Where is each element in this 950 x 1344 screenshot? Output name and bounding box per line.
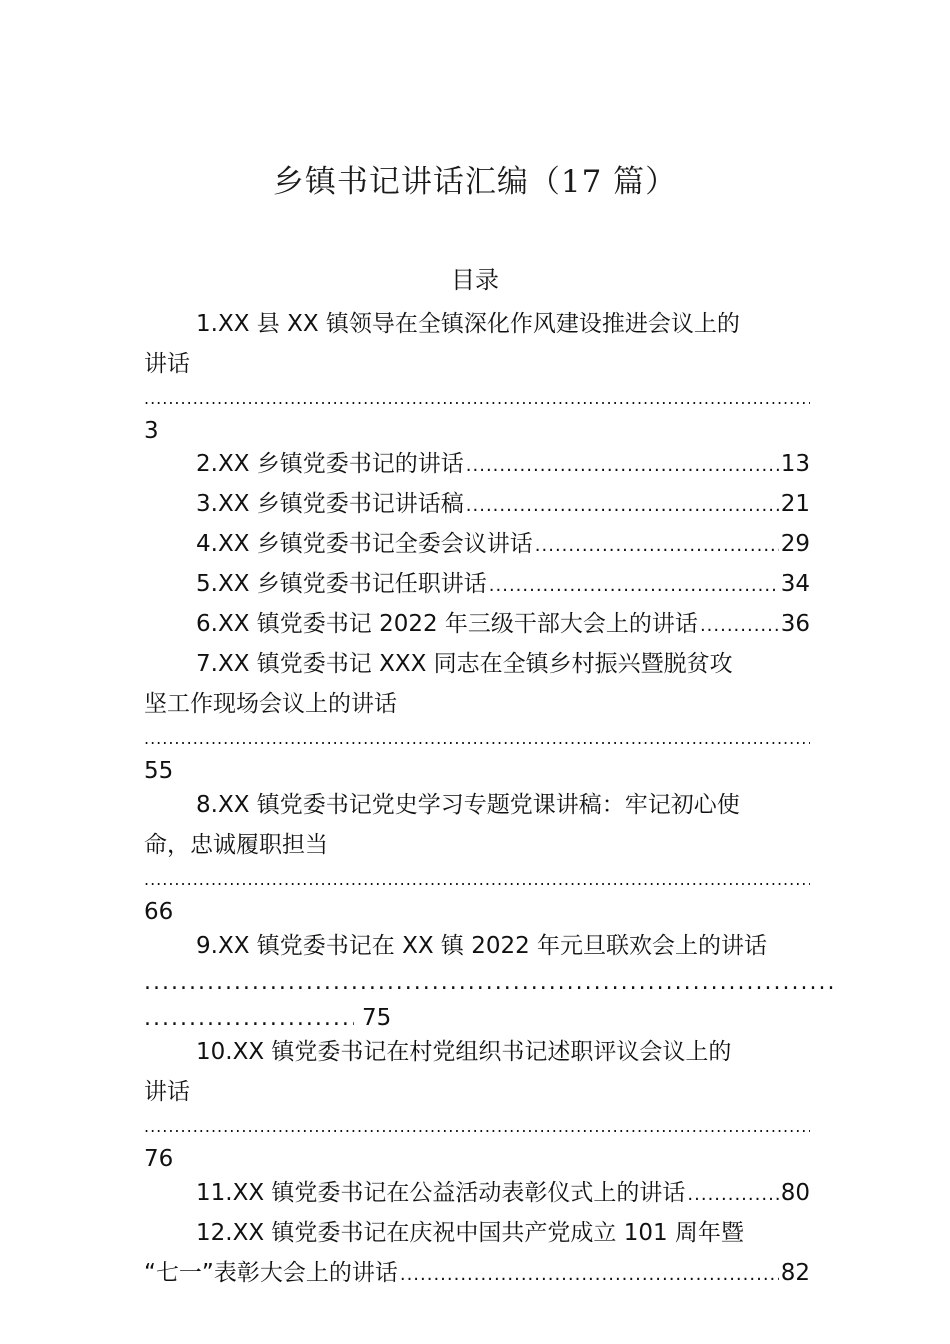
toc-entry-text: 3.XX 乡镇党委书记讲话稿 [196,491,464,517]
toc-page-number: 3 [144,418,159,444]
toc-entry-text: 6.XX 镇党委书记 2022 年三级干部大会上的讲话 [196,611,698,637]
toc-entry-text: 1.XX 县 XX 镇领导在全镇深化作风建设推进会议上的 [196,311,740,337]
toc-entry-2[interactable] [144,444,810,484]
toc-page-number: 29 [780,531,810,557]
toc-entry-text: 12.XX 镇党委书记在庆祝中国共产党成立 101 周年暨 [196,1220,744,1246]
document-title: 乡镇书记讲话汇编（17 篇） [272,164,678,200]
toc-entry-text: 11.XX 镇党委书记在公益活动表彰仪式上的讲话 [196,1180,686,1206]
dot-leader [466,486,779,526]
toc-page-number: 76 [144,1146,174,1172]
toc-page-number: 36 [780,611,810,637]
toc-page-number: 21 [780,491,810,517]
toc-entry-text: 8.XX 镇党委书记党史学习专题党课讲稿：牢记初心使 [196,792,740,818]
toc-entry-11[interactable] [144,1173,810,1213]
toc-entry-3[interactable] [144,484,810,524]
toc-entry-text: 4.XX 乡镇党委书记全委会议讲话 [196,531,533,557]
toc-entry-6[interactable] [144,604,810,644]
toc-entry-text: 7.XX 镇党委书记 XXX 同志在全镇乡村振兴暨脱贫攻 [196,651,733,677]
dot-leader [687,1175,778,1215]
dot-leader [466,446,779,486]
toc-entry-text-cont: 讲话 [144,1079,190,1105]
toc-entry-7[interactable] [144,644,810,788]
toc-entry-text-cont: 坚工作现场会议上的讲话 [144,691,397,717]
toc-entry-1[interactable] [144,304,810,448]
toc-entry-4[interactable] [144,524,810,564]
dot-leader [144,865,810,895]
toc-entry-text: 5.XX 乡镇党委书记任职讲话 [196,571,487,597]
toc-page-number: 66 [144,899,174,925]
toc-entry-text-cont: 讲话 [144,351,190,377]
toc-entry-text: 10.XX 镇党委书记在村党组织书记述职评议会议上的 [196,1039,732,1065]
toc-page-number: 34 [780,571,810,597]
toc-page-number: 80 [780,1180,810,1206]
toc-entry-text-cont: 命，忠诚履职担当 [144,832,328,858]
dot-leader [700,606,779,646]
toc-entry-12[interactable] [144,1213,810,1293]
dot-leader [144,724,810,754]
toc-page-number: 55 [144,758,174,784]
toc-entry-5[interactable] [144,564,810,604]
toc-entry-10[interactable] [144,1032,810,1176]
toc-page-number: 75 [362,1005,392,1031]
dot-leader [144,384,810,414]
toc-heading: 目录 [451,266,499,294]
dot-leader [535,526,779,566]
dot-leader [144,1112,810,1142]
toc-page-number: 82 [780,1260,810,1286]
toc-entry-9[interactable] [144,926,844,1036]
toc-entry-8[interactable] [144,785,810,929]
dot-leader [400,1255,779,1295]
dot-leader [489,566,779,606]
toc-entry-text: 9.XX 镇党委书记在 XX 镇 2022 年元旦联欢会上的讲话 [196,933,768,959]
toc-page-number: 13 [780,451,810,477]
toc-entry-text: 2.XX 乡镇党委书记的讲话 [196,451,464,477]
dot-leader [144,966,834,1000]
toc-entry-text-cont: “七一”表彰大会上的讲话 [144,1260,398,1286]
